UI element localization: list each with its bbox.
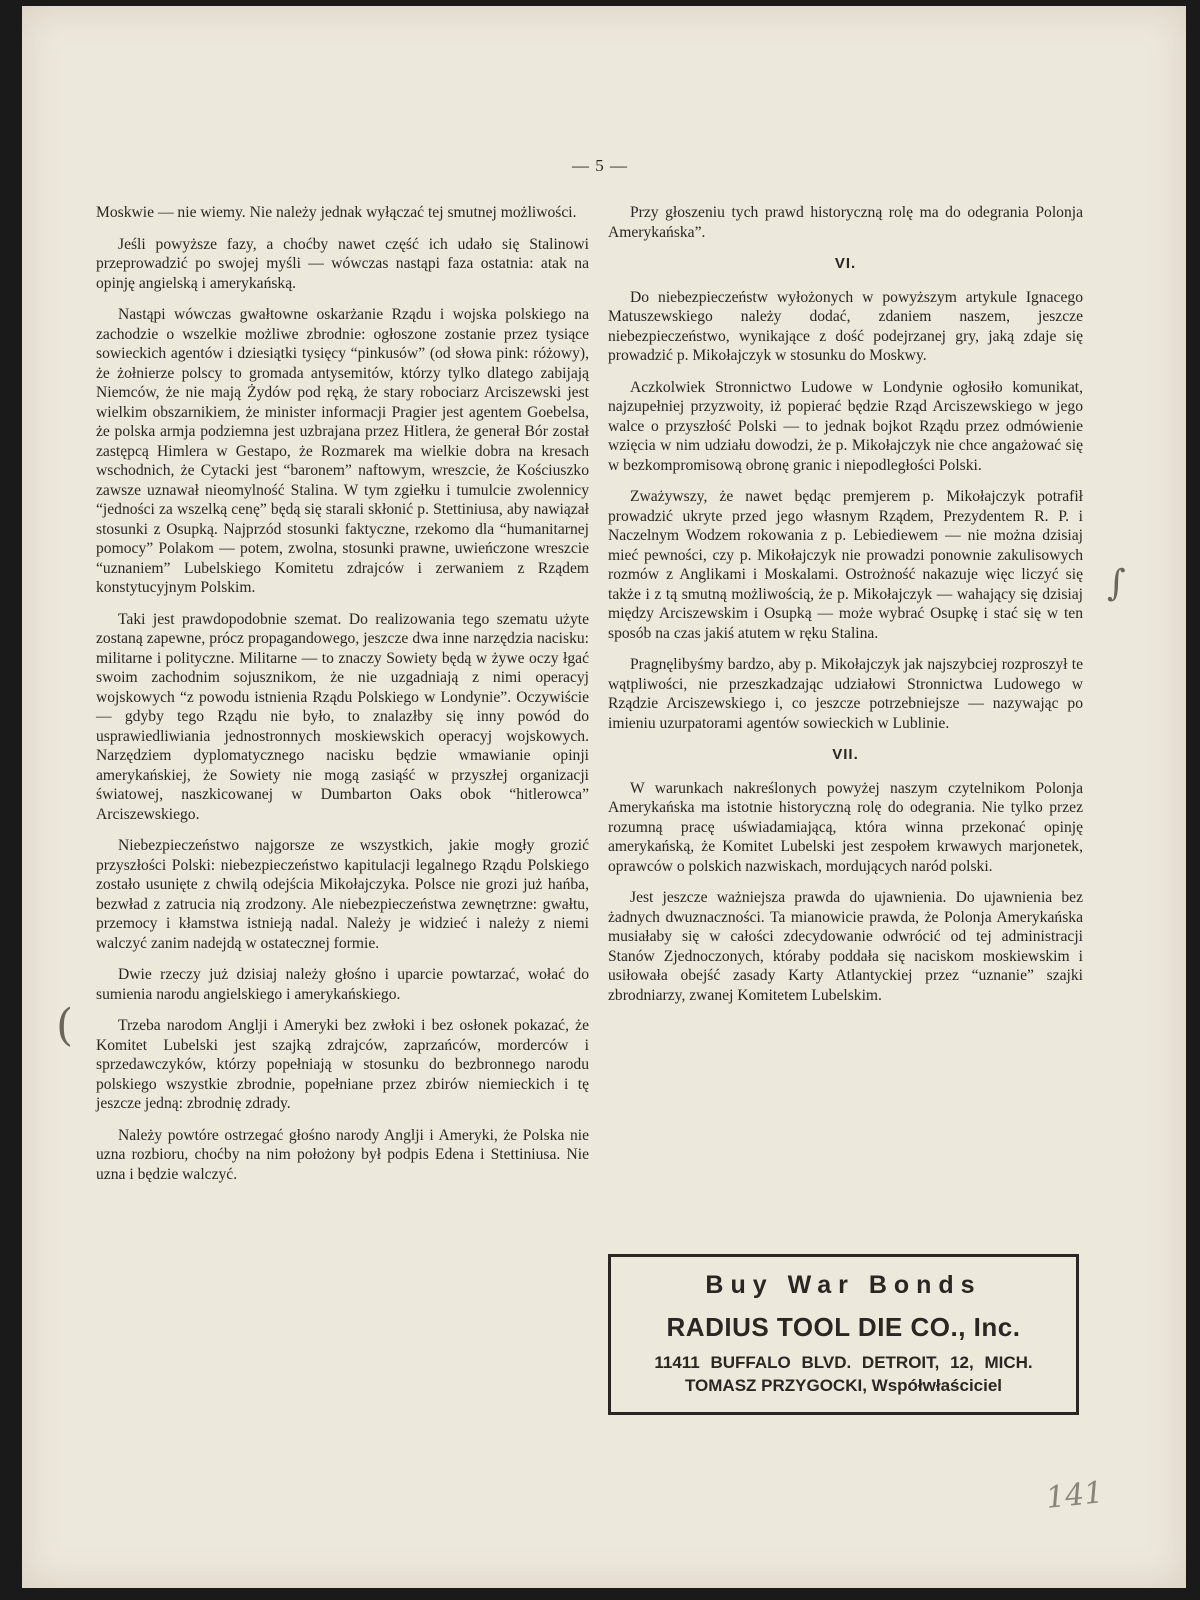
paragraph: Zważywszy, że nawet będąc premjerem p. Mikołajczyk potrafił prowadzić ukryte przed jego własnym Rządem, Prezydentem R. P. i Naczelnym Wodzem rokowania z p. Lebiediewem — nie można dzisiaj mieć pewności, czy p. Mikołajczyk nie prowadzi ponownie zakulisowych rozmów z Anglikami i Moskalami. Ostrożność nakazuje więc liczyć się także i z tą smutną możliwością, że p. Mikołajczyk — wahający się dzisiaj między Arciszewskim i Osupką — może wybrać Osupkę i stać się w ten sposób na czas jakiś atutem w ręku Stalina. [608,488,1083,642]
paragraph: Przy głoszeniu tych prawd historyczną rolę ma do odegrania Polonja Amerykańska”. [608,204,1083,241]
section-heading-vi: VI. [834,255,857,272]
ad-address: 11411 BUFFALO BLVD. DETROIT, 12, MICH. [654,1353,1033,1372]
paragraph: Taki jest prawdopodobnie szemat. Do realizowania tego szematu użyte zostaną zapewne, prócz propagandowego, jeszcze dwa inne narzędzia nacisku: militarne i polityczne. Militarne — to znaczy Sowiety będą w żywe oczy łgać swoim zachodnim sojusznikom, że nie uzgadniają z nimi operacyj wojskowych “z powodu istnienia Rządu Polskiego w Londynie”. Oczywiście — gdyby tego Rządu nie było, to znalazłby się inny powód do usprawiedliwiania jednostronnych moskiewskich operacyj wojskowych. Narzędziem dyplomatycznego nacisku będzie wmawianie opinji amerykańskiej, że Sowiety nie mogą zasiąść w przyszłej organizacji światowej, naszkicowanej w Dumbarton Oaks obok “hitlerowca” Arciszewskiego. [96,610,589,823]
paragraph: Jest jeszcze ważniejsza prawda do ujawnienia. Do ujawnienia bez żadnych dwuznaczności. Ta mianowicie prawda, że Polonja Amerykańska musiałaby się w całości zdecydowanie odwrócić od tej administracji Stanów Zjednoczonych, któraby poddała się naciskom moskiewskim i usiłowała obejść zasady Karty Atlantyckiej przez “uznanie” szajki zbrodniarzy, zwanej Komitetem Lubelskim. [608,889,1083,1004]
paragraph: Moskwie — nie wiemy. Nie należy jednak wyłączać tej smutnej możliwości. [96,204,577,221]
ad-owner: TOMASZ PRZYGOCKI, Współwłaściciel [684,1376,1003,1395]
paragraph: Nastąpi wówczas gwałtowne oskarżanie Rządu i wojska polskiego na zachodzie o wszelkie możliwe zbrodnie: ogłoszone zostanie przez tysiące sowieckich agentów i dziesiątki tysięcy “pinkusów” (od słowa pink: różowy), że żołnierze polscy to gromada antysemitów, którzy tylko dlatego zabijają Niemców, że nie mają Żydów pod ręką, że stary robociarz Arciszewski jest wielkim obszarnikiem, że minister informacji Pragier jest agentem Goebelsa, że polska armja podziemna jest uzbrajana przez Hitlera, że generał Bór został zastępcą Himlera w Gestapo, że Rozmarek ma wielkie dobra na kresach wschodnich, że Cytacki jest “baronem” naftowym, wreszcie, że Kościuszko zawsze uznawał nieomylność Stalina. W tym zgiełku i tumulcie zwolennicy “jedności za wszelką cenę” będą się starali skłonić p. Stettiniusa, aby nawiązał stosunki z Osupką. Najprzód stosunki faktyczne, rzekomo dla “humanitarnej pomocy” Polakom — potem, zwolna, stosunki prawne, uwieńczone wreszcie “uznaniem” Lubelskiego Komitetu zdrajców i zerwaniem z Rządem konstytucyjnym Polskim. [96,306,589,596]
paragraph: W warunkach nakreślonych powyżej naszym czytelnikom Polonja Amerykańska ma istotnie historyczną rolę do odegrania. Nie tylko przez rozumną pracę uświadamiającą, która winna przekonać opinję amerykańską, że Komitet Lubelski jest zespołem krwawych marjonetek, oprawców o polskich nazwiskach, mordujących naród polski. [608,779,1083,875]
paragraph: Do niebezpieczeństw wyłożonych w powyższym artykule Ignacego Matuszewskiego należy dodać, zdaniem naszem, jeszcze niebezpieczeństwo, wynikające z dość podejrzanej gry, jaką zdaje się prowadzić p. Mikołajczyk w stosunku do Moskwy. [608,288,1083,364]
paragraph: Dwie rzeczy już dzisiaj należy głośno i uparcie powtarzać, wołać do sumienia narodu angielskiego i amerykańskiego. [96,966,589,1003]
ad-slogan: Buy War Bonds [705,1271,982,1299]
page-number: — 5 — [572,156,628,175]
paragraph: Jeśli powyższe fazy, a choćby nawet część ich udało się Stalinowi przeprowadzić po swojej myśli — wówczas nastąpi faza ostatnia: atak na opinję angielską i amerykańską. [96,235,589,292]
paragraph: Należy powtóre ostrzegać głośno narody Anglji i Ameryki, że Polska nie uzna rozbioru, choćby na nim położony był podpis Edena i Stettiniusa. Nie uzna i będzie walczyć. [96,1126,589,1183]
margin-bracket-mark: ( [56,1000,74,1051]
paragraph: Niebezpieczeństwo najgorsze ze wszystkich, jakie mogły grozić przyszłości Polski: niebezpieczeństwo kapitulacji legalnego Rządu Polskiego zostało usunięte z chwilą odejścia Mikołajczyka. Polsce nie grozi już hańba, bezwład z zatrucia nią zrodzony. Ale niebezpieczeństwa zewnętrzne: gwałtu, przemocy i kłamstwa istnieją nadal. Należy je widzieć i należy z niemi walczyć zanim nadejdą w ostatecznej formie. [96,837,589,952]
ad-company-name: RADIUS TOOL DIE CO., Inc. [666,1312,1021,1342]
paragraph: Pragnęlibyśmy bardzo, aby p. Mikołajczyk jak najszybciej rozproszył te wątpliwości, nie przeszkadzając udziałowi Stronnictwa Ludowego w Rządzie Arciszewskiego i, co jeszcze potrzebniejsze — nazywając po imieniu uzurpatorami agentów sowieckich w Lublinie. [608,656,1083,732]
paragraph: Aczkolwiek Stronnictwo Ludowe w Londynie ogłosiło komunikat, najzupełniej przyzwoity, iż popierać będzie Rząd Arciszewskiego w jego walce o przyszłość Polski — to jednak bojkot Rządu przez odmówienie wzięcia w nim udziału dowodzi, że p. Mikołajczyk nie chce angażować się w bezkompromisową obronę granic i niepodległości Polski. [608,378,1083,474]
paragraph: Trzeba narodom Anglji i Ameryki bez zwłoki i bez osłonek pokazać, że Komitet Lubelski jest szajką zdrajców, zaprzańców, morderców i sprzedawczyków, którzy popełniają w stosunku do bezbronnego narodu polskiego wszystkie zbrodnie, popełniane przez zbirów niemieckich i tę jeszcze jedną: zbrodnię zdrady. [96,1017,589,1112]
war-bonds-advertisement [608,1254,1079,1415]
right-column [608,203,1083,1017]
section-heading-vii: VII. [832,746,859,763]
left-column [96,203,589,1196]
margin-squiggle-mark: ∫ [1107,563,1126,604]
handwritten-page-note: 141 [1044,1475,1105,1516]
